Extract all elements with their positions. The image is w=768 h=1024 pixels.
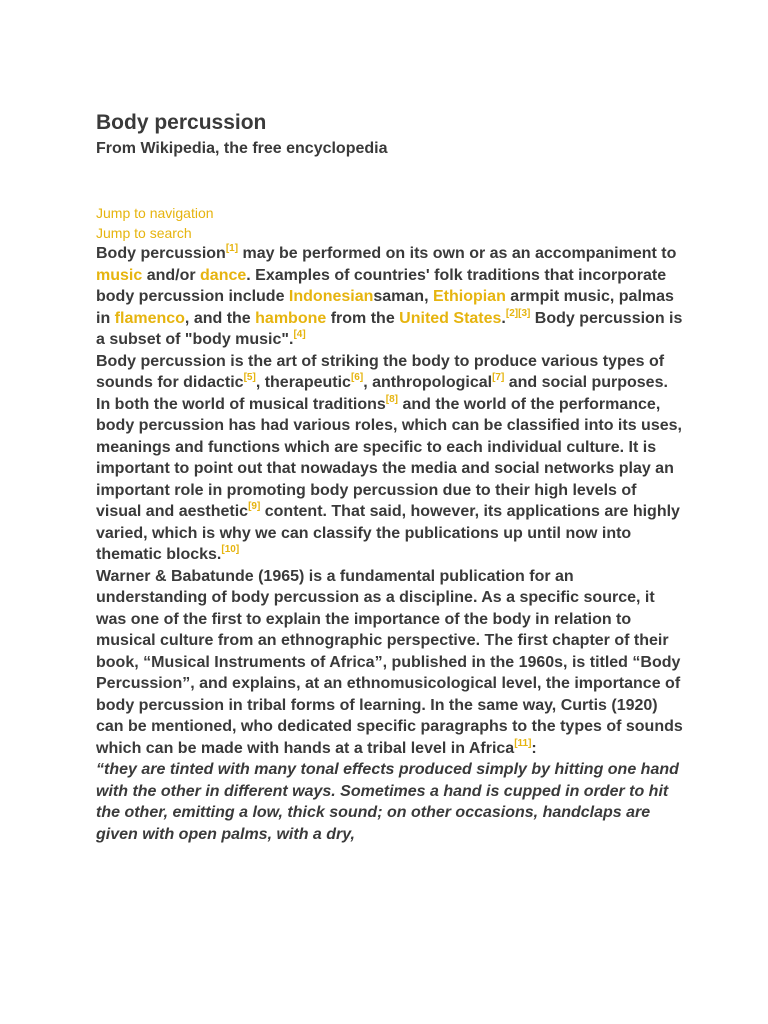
link-music[interactable]: music xyxy=(96,266,143,284)
reference-link-9[interactable]: [9] xyxy=(248,501,261,512)
reference-2 xyxy=(506,308,518,319)
text: and social purposes. In both the world of musical traditions xyxy=(96,374,668,413)
text: armpit music, palmas in xyxy=(96,288,674,327)
reference-7 xyxy=(492,372,504,383)
link-ethiopian[interactable]: Ethiopian xyxy=(432,288,506,305)
reference-4 xyxy=(293,329,305,340)
paragraph-intro xyxy=(96,243,686,351)
link-hambone[interactable]: hambone xyxy=(255,309,327,327)
reference-10 xyxy=(221,544,239,555)
page-title: Body percussion xyxy=(96,111,267,134)
reference-link-7[interactable]: [7] xyxy=(492,372,505,383)
reference-link-4[interactable]: [4] xyxy=(293,329,306,340)
paragraph-definition xyxy=(96,351,686,566)
page-subtitle: From Wikipedia, the free encyclopedia xyxy=(96,140,388,157)
block-quote: “they are tinted with many tonal effects produced simply by hitting one hand with the other in different ways. Sometimes a hand is cupped in order to hit the other, emitting a low, thick sound; on other occasions, handclaps are given with open palms, with a dry, xyxy=(96,761,679,843)
link-flamenco[interactable]: flamenco xyxy=(114,309,185,327)
text: content. That said, however, its applications are highly varied, which is why we can classify the publications up until now into thematic blocks. xyxy=(96,503,680,563)
article-body xyxy=(96,243,686,845)
reference-5 xyxy=(244,372,256,383)
text: . xyxy=(501,309,506,327)
link-dance[interactable]: dance xyxy=(200,266,247,284)
text: Body percussion is a subset of "body music". xyxy=(96,309,683,348)
reference-link-3[interactable]: [3] xyxy=(518,307,531,319)
text: : xyxy=(531,739,537,757)
reference-9 xyxy=(248,501,260,512)
text: saman, xyxy=(373,288,433,305)
reference-link-1[interactable]: [1] xyxy=(225,243,239,254)
text: and/or xyxy=(142,266,201,284)
text: , therapeutic xyxy=(255,374,351,391)
reference-1 xyxy=(226,243,238,254)
jump-to-navigation-link[interactable]: Jump to navigation xyxy=(96,205,214,221)
reference-11 xyxy=(514,738,531,749)
jump-links xyxy=(96,203,686,243)
link-indonesian[interactable]: Indonesian xyxy=(288,288,374,305)
link-united-states[interactable]: United States xyxy=(399,309,502,327)
reference-link-2[interactable]: [2] xyxy=(505,307,519,319)
text: and the world of the performance, body percussion has had various roles, which can be classified into its uses, meanings and functions which are specific to each individual culture. It is important to point out that nowadays the media and social networks play an important role in promoting body percussion due to their high levels of visual and aesthetic xyxy=(96,395,682,520)
reference-link-6[interactable]: [6] xyxy=(350,372,364,383)
jump-to-search-link[interactable]: Jump to search xyxy=(96,225,192,241)
text: from the xyxy=(326,309,400,327)
text: Warner & Babatunde (1965) is a fundamental publication for an understanding of body percussion as a discipline. As a specific source, it was one of the first to explain the importance of the body in relation to musical culture from an ethnographic perspective. The first chapter of their book, “Musical Instruments of Africa”, published in the 1960s, is titled “Body Percussion”, and explains, at an ethnomusicological level, the importance of body percussion in tribal forms of learning. In the same way, Curtis (1920) can be mentioned, who dedicated specific paragraphs to the types of sounds which can be made with hands at a tribal level in Africa xyxy=(96,567,683,757)
reference-link-5[interactable]: [5] xyxy=(243,372,256,383)
article-content xyxy=(96,110,686,845)
text: Body percussion is the art of striking the body to produce various types of sounds for didactic xyxy=(96,352,665,391)
reference-link-8[interactable]: [8] xyxy=(385,393,399,405)
paragraph-warner-babatunde xyxy=(96,566,686,760)
reference-link-11[interactable]: [11] xyxy=(514,737,532,749)
reference-8 xyxy=(386,394,398,405)
text: may be performed on its own or as an accompaniment to xyxy=(238,245,677,262)
text: Body percussion xyxy=(96,245,226,262)
reference-3 xyxy=(518,308,530,319)
text: , and the xyxy=(184,309,256,327)
text: . Examples of countries' folk traditions that incorporate body percussion include xyxy=(96,266,667,305)
reference-6 xyxy=(351,372,363,383)
text: , anthropological xyxy=(363,374,493,391)
reference-link-10[interactable]: [10] xyxy=(221,544,240,555)
